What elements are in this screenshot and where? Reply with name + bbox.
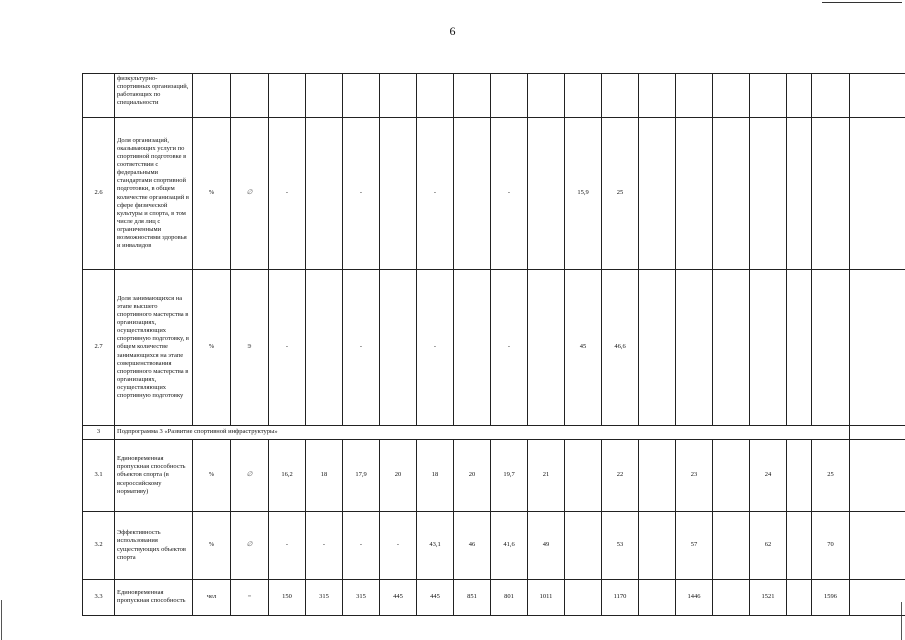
value-cell: 49 <box>528 512 565 580</box>
value-cell <box>713 270 750 426</box>
value-cell: 23 <box>676 440 713 512</box>
value-cell: 18 <box>306 440 343 512</box>
value-cell: 1521 <box>750 580 787 616</box>
value-cell <box>639 74 676 118</box>
value-cell <box>713 580 750 616</box>
value-cell <box>676 74 713 118</box>
value-cell: 801 <box>491 580 528 616</box>
value-cell: - <box>269 512 306 580</box>
value-cell: 41,6 <box>491 512 528 580</box>
value-cell: 20 <box>380 440 417 512</box>
value-cell: 70 <box>812 512 850 580</box>
value-cell <box>639 118 676 270</box>
value-cell <box>850 512 905 580</box>
trend-mark-cell: ∅ <box>231 118 269 270</box>
value-cell: 20 <box>454 440 491 512</box>
value-cell: - <box>491 118 528 270</box>
value-cell: - <box>269 270 306 426</box>
value-cell <box>639 512 676 580</box>
row-number-cell: 3.1 <box>83 440 115 512</box>
trend-mark-cell: = <box>231 580 269 616</box>
value-cell: 22 <box>602 440 639 512</box>
value-cell <box>787 580 812 616</box>
value-cell: 53 <box>602 512 639 580</box>
table-row <box>83 270 905 426</box>
unit-cell: чел <box>193 580 231 616</box>
value-cell: 19,7 <box>491 440 528 512</box>
scan-edge-line <box>822 2 902 3</box>
value-cell <box>639 580 676 616</box>
value-cell: 1596 <box>812 580 850 616</box>
trend-mark-cell: ∋ <box>231 270 269 426</box>
value-cell: - <box>380 512 417 580</box>
value-cell: 25 <box>602 118 639 270</box>
value-cell <box>787 440 812 512</box>
value-cell: 445 <box>380 580 417 616</box>
value-cell: - <box>306 512 343 580</box>
value-cell: 57 <box>676 512 713 580</box>
value-cell <box>850 118 905 270</box>
unit-cell <box>193 74 231 118</box>
value-cell <box>565 440 602 512</box>
trend-mark-cell: ∅ <box>231 440 269 512</box>
row-number-cell: 2.6 <box>83 118 115 270</box>
value-cell: 1170 <box>602 580 639 616</box>
value-cell: 45 <box>565 270 602 426</box>
responsible-cell <box>850 426 905 440</box>
value-cell <box>812 74 850 118</box>
value-cell: - <box>417 118 454 270</box>
value-cell <box>713 74 750 118</box>
value-cell <box>850 74 905 118</box>
value-cell <box>565 512 602 580</box>
value-cell <box>417 74 454 118</box>
indicator-name-cell: Доля занимающихся на этапе высшего спортивного мастерства в организациях, осуществляющих спортивную подготовку, в общем количестве занимающихся на этапе совершенствования спортивного мастерства в организациях, осуществляющих спортивную подготовку <box>115 270 193 426</box>
value-cell <box>454 270 491 426</box>
value-cell <box>850 440 905 512</box>
value-cell <box>565 580 602 616</box>
value-cell <box>787 270 812 426</box>
value-cell: 1011 <box>528 580 565 616</box>
value-cell: 16,2 <box>269 440 306 512</box>
value-cell: 150 <box>269 580 306 616</box>
value-cell <box>380 270 417 426</box>
indicator-name-cell: Единовременная пропускная способность объектов спорта (в всероссийскому нормативу) <box>115 440 193 512</box>
value-cell <box>812 118 850 270</box>
subprogram-title-cell: Подпрограмма 3 «Развитие спортивной инфраструктуры» <box>115 426 850 440</box>
value-cell <box>713 118 750 270</box>
value-cell <box>850 580 905 616</box>
value-cell: 17,9 <box>343 440 380 512</box>
value-cell: 62 <box>750 512 787 580</box>
value-cell <box>639 440 676 512</box>
value-cell: 15,9 <box>565 118 602 270</box>
value-cell <box>713 440 750 512</box>
value-cell <box>306 270 343 426</box>
page-number: 6 <box>449 24 456 38</box>
indicator-name-cell: Единовременная пропускная способность <box>115 580 193 616</box>
trend-mark-cell <box>231 74 269 118</box>
value-cell: - <box>343 118 380 270</box>
value-cell <box>787 118 812 270</box>
table-row <box>83 512 905 580</box>
value-cell: - <box>491 270 528 426</box>
indicators-table <box>82 73 905 616</box>
value-cell <box>528 270 565 426</box>
value-cell <box>306 74 343 118</box>
row-number-cell: 3.3 <box>83 580 115 616</box>
value-cell: 24 <box>750 440 787 512</box>
value-cell <box>528 74 565 118</box>
value-cell <box>639 270 676 426</box>
unit-cell: % <box>193 118 231 270</box>
unit-cell: % <box>193 440 231 512</box>
value-cell <box>812 270 850 426</box>
value-cell <box>454 118 491 270</box>
value-cell <box>269 74 306 118</box>
value-cell: 43,1 <box>417 512 454 580</box>
value-cell <box>676 118 713 270</box>
value-cell <box>454 74 491 118</box>
table-row <box>83 426 905 440</box>
value-cell <box>713 512 750 580</box>
value-cell <box>565 74 602 118</box>
table-row <box>83 74 905 118</box>
value-cell <box>380 74 417 118</box>
table-row <box>83 118 905 270</box>
value-cell <box>602 74 639 118</box>
table-row <box>83 580 905 616</box>
value-cell <box>787 74 812 118</box>
row-number-cell: 3.2 <box>83 512 115 580</box>
indicator-name-cell: Доля организаций, оказывающих услуги по спортивной подготовке в соответствии с федеральными стандартами спортивной подготовки, в общем количестве организаций в сфере физической культуры и спорта, в том числе для лиц с ограниченными возможностями здоровья и инвалидов <box>115 118 193 270</box>
value-cell: 18 <box>417 440 454 512</box>
value-cell <box>343 74 380 118</box>
row-number-cell: 2.7 <box>83 270 115 426</box>
value-cell <box>676 270 713 426</box>
value-cell <box>750 118 787 270</box>
unit-cell: % <box>193 270 231 426</box>
indicator-name-cell: Эффективность использования существующих объектов спорта <box>115 512 193 580</box>
value-cell <box>787 512 812 580</box>
value-cell: 445 <box>417 580 454 616</box>
value-cell: 46,6 <box>602 270 639 426</box>
value-cell <box>380 118 417 270</box>
value-cell: - <box>269 118 306 270</box>
value-cell: - <box>417 270 454 426</box>
value-cell: 21 <box>528 440 565 512</box>
value-cell: 851 <box>454 580 491 616</box>
value-cell: 25 <box>812 440 850 512</box>
row-number-cell <box>83 74 115 118</box>
unit-cell: % <box>193 512 231 580</box>
value-cell <box>850 270 905 426</box>
value-cell <box>306 118 343 270</box>
value-cell <box>750 270 787 426</box>
scan-margin-mark <box>1 600 2 640</box>
value-cell: - <box>343 512 380 580</box>
row-number-cell: 3 <box>83 426 115 440</box>
value-cell <box>750 74 787 118</box>
indicator-name-cell: физкультурно-спортивных организаций, работающих по специальности <box>115 74 193 118</box>
value-cell: - <box>343 270 380 426</box>
value-cell: 1446 <box>676 580 713 616</box>
table-row <box>83 440 905 512</box>
value-cell: 46 <box>454 512 491 580</box>
value-cell <box>491 74 528 118</box>
trend-mark-cell: ∅ <box>231 512 269 580</box>
value-cell <box>528 118 565 270</box>
value-cell: 315 <box>343 580 380 616</box>
value-cell: 315 <box>306 580 343 616</box>
